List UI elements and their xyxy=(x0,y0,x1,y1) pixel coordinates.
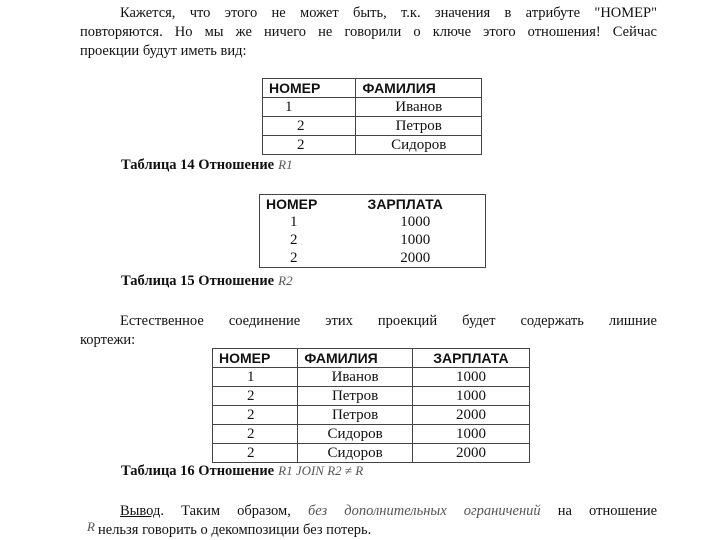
conclusion-text-1: . Таким образом, xyxy=(160,503,291,519)
table-cell: 1000 xyxy=(400,232,431,248)
table-row xyxy=(213,444,530,463)
column-header: ЗАРПЛАТА xyxy=(367,196,443,212)
conclusion-label: Вывод xyxy=(120,503,161,519)
table-row xyxy=(213,425,530,444)
table-row xyxy=(213,368,530,387)
column-header: НОМЕР xyxy=(213,349,298,368)
table-header-row xyxy=(213,349,530,368)
table-15 xyxy=(259,194,486,268)
table-14 xyxy=(262,78,482,155)
caption-table-15 xyxy=(121,273,293,290)
table-cell: 2 xyxy=(213,387,298,406)
table-header-row xyxy=(260,195,486,214)
table-cell: Сидоров xyxy=(298,444,413,463)
intro-paragraph xyxy=(80,4,657,61)
intro-line-2: повторяются. Но мы же ничего не говорили о ключе этого отношения! Сейчас xyxy=(80,24,657,40)
relation-symbol: R1 xyxy=(278,157,293,172)
middle-line-2: кортежи: xyxy=(80,332,136,348)
table-header-row xyxy=(263,79,482,98)
conclusion-paragraph xyxy=(80,502,657,540)
conclusion-line-2: нельзя говорить о декомпозиции без потерь. xyxy=(98,522,372,538)
table-cell: 2 xyxy=(290,250,298,266)
table-cell: Петров xyxy=(298,406,413,425)
table-cell: Петров xyxy=(298,387,413,406)
table-cell: Иванов xyxy=(356,98,482,117)
table-cell: 2 xyxy=(213,425,298,444)
table-cell: Иванов xyxy=(298,368,413,387)
table-cell: Петров xyxy=(356,117,482,136)
caption-text: Таблица 16 Отношение xyxy=(121,463,275,479)
table-row xyxy=(263,136,482,155)
table-cell: 2000 xyxy=(412,444,529,463)
conclusion-text-2: на отношение xyxy=(557,503,658,519)
table-cell: 2 xyxy=(263,117,356,136)
table-cell: 2 xyxy=(290,232,298,248)
table-row xyxy=(213,387,530,406)
table-cell: 1000 xyxy=(412,387,529,406)
table-cell: Сидоров xyxy=(298,425,413,444)
table-cell: 1000 xyxy=(412,368,529,387)
conclusion-emphasis: без дополнительных ограничений xyxy=(307,503,541,519)
table-cell: 2 xyxy=(213,444,298,463)
column-header: НОМЕР xyxy=(266,196,318,212)
table-row xyxy=(260,213,486,231)
table-row xyxy=(260,231,486,249)
table-cell: Сидоров xyxy=(356,136,482,155)
table-16 xyxy=(212,348,530,463)
relation-symbol: R2 xyxy=(278,273,293,288)
caption-text: Таблица 14 Отношение xyxy=(121,157,275,173)
relation-symbol: R xyxy=(87,519,95,534)
intro-line-1: Кажется, что этого не может быть, т.к. значения в атрибуте "НОМЕР" xyxy=(120,5,657,21)
column-header: ЗАРПЛАТА xyxy=(412,349,529,368)
intro-line-3: проекции будут иметь вид: xyxy=(80,43,247,59)
middle-line-1: Естественное соединение этих проекций будет содержать лишние xyxy=(120,313,657,329)
column-header: ФАМИЛИЯ xyxy=(298,349,413,368)
column-header: ФАМИЛИЯ xyxy=(356,79,482,98)
table-cell: 2 xyxy=(213,406,298,425)
table-cell: 1000 xyxy=(400,214,431,230)
table-row xyxy=(260,249,486,268)
relation-expression: R1 JOIN R2 ≠ R xyxy=(278,463,364,478)
table-row xyxy=(263,98,482,117)
table-cell: 2000 xyxy=(412,406,529,425)
column-header: НОМЕР xyxy=(263,79,356,98)
table-cell: 1 xyxy=(213,368,298,387)
caption-table-14 xyxy=(121,157,293,174)
table-cell: 1 xyxy=(290,214,298,230)
table-cell: 1000 xyxy=(412,425,529,444)
caption-text: Таблица 15 Отношение xyxy=(121,273,275,289)
middle-paragraph xyxy=(80,312,657,350)
table-cell: 2000 xyxy=(400,250,431,266)
caption-table-16 xyxy=(121,463,363,480)
table-cell: 1 xyxy=(263,98,356,117)
table-cell: 2 xyxy=(263,136,356,155)
table-row xyxy=(263,117,482,136)
table-row xyxy=(213,406,530,425)
